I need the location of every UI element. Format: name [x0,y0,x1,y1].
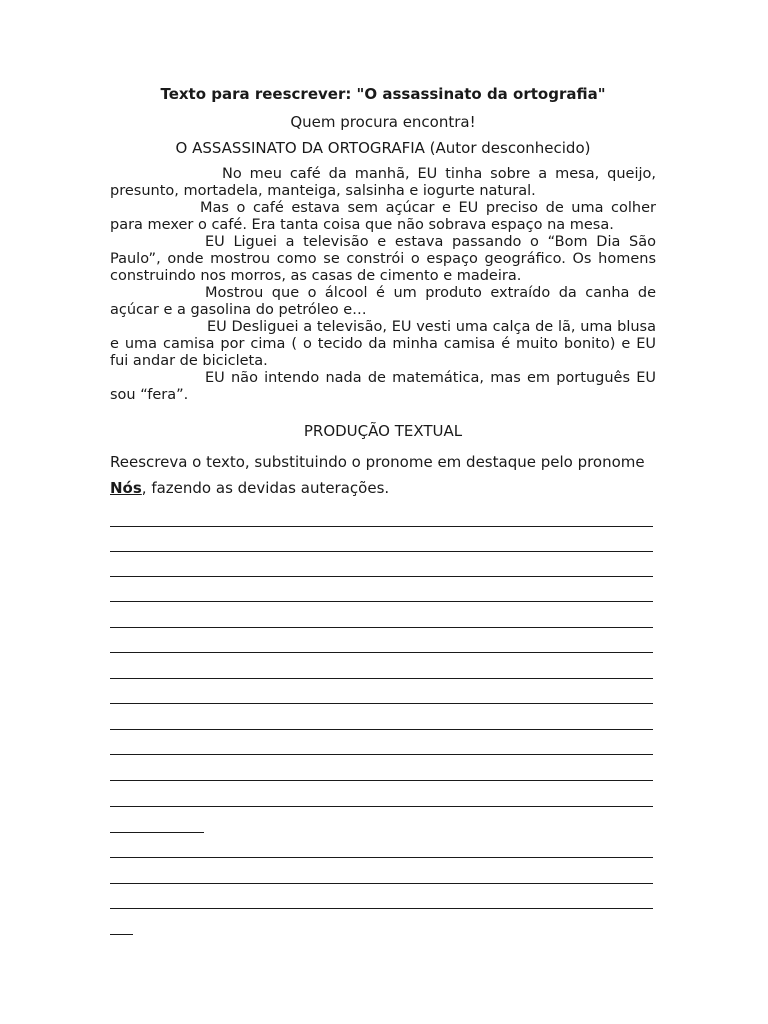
instruction-text-start: Reescreva o texto, substituindo o pronome em destaque pelo pronome [110,453,645,471]
answer-line-short[interactable] [110,832,204,833]
answer-line[interactable] [110,780,653,781]
instruction-text-end: , fazendo as devidas auterações. [141,479,390,497]
answer-line[interactable] [110,678,653,679]
document-title: Texto para reescrever: "O assassinato da ortografia" [160,85,606,103]
story-heading: O ASSASSINATO DA ORTOGRAFIA (Autor desconhecido) [175,139,591,157]
answer-line[interactable] [110,729,653,730]
answer-line[interactable] [110,601,653,602]
story-paragraph: EU Desliguei a televisão, EU vesti uma calça de lã, uma blusa e uma camisa por cima ( o tecido da minha camisa é muito bonito) e EU fui andar de bicicleta. [110,319,656,369]
answer-line[interactable] [110,883,653,884]
answer-line[interactable] [110,806,653,807]
answer-line[interactable] [110,551,653,552]
story-paragraph: EU não intendo nada de matemática, mas em português EU sou “fera”. [110,370,656,403]
section-heading: PRODUÇÃO TEXTUAL [303,422,463,440]
answer-line-short[interactable] [110,934,133,935]
answer-lines [110,0,656,1024]
document-subtitle: Quem procura encontra! [290,113,476,131]
answer-line[interactable] [110,652,653,653]
story-paragraph: EU Liguei a televisão e estava passando o “Bom Dia São Paulo”, onde mostrou como se constrói o espaço geográfico. Os homens construindo nos morros, as casas de cimento e madeira. [110,234,656,284]
answer-line[interactable] [110,754,653,755]
answer-line[interactable] [110,627,653,628]
answer-line[interactable] [110,703,653,704]
story-paragraph: No meu café da manhã, EU tinha sobre a mesa, queijo, presunto, mortadela, manteiga, salsinha e iogurte natural. [110,166,656,199]
answer-line[interactable] [110,857,653,858]
answer-line[interactable] [110,526,653,527]
story-paragraph: Mostrou que o álcool é um produto extraído da canha de açúcar e a gasolina do petróleo e… [110,285,656,318]
answer-line[interactable] [110,908,653,909]
story-paragraph: Mas o café estava sem açúcar e EU preciso de uma colher para mexer o café. Era tanta coisa que não sobrava espaço na mesa. [110,200,656,233]
answer-line[interactable] [110,576,653,577]
highlighted-pronoun: Nós [110,479,142,497]
